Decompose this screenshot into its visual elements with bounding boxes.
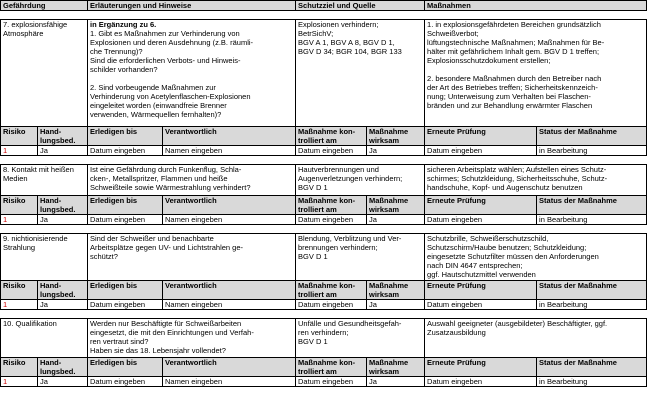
- sub-handlungsbed: Hand- lungsbed.: [38, 281, 88, 300]
- header-schutzziel: Schutzziel und Quelle: [296, 1, 425, 11]
- sub-header-row: [1, 127, 647, 146]
- sub-kontrolliert: Maßnahme kon- trolliert am: [296, 281, 367, 300]
- handlungsbed-value[interactable]: Ja: [38, 300, 88, 310]
- section-7-content: [1, 20, 647, 127]
- handlungsbed-value[interactable]: Ja: [38, 146, 88, 156]
- erledigen-bis-value[interactable]: Datum eingeben: [88, 146, 163, 156]
- erlaeuterungen-title: in Ergänzung zu 6.: [90, 20, 157, 29]
- header-massnahmen: Maßnahmen: [425, 1, 647, 11]
- verantwortlich-value[interactable]: Namen eingeben: [163, 146, 296, 156]
- sub-kontrolliert: Maßnahme kon- trolliert am: [296, 127, 367, 146]
- sub-verantwortlich: Verantwortlich: [163, 358, 296, 377]
- values-row: [1, 377, 647, 387]
- sub-status: Status der Maßnahme: [537, 127, 647, 146]
- sub-handlungsbed: Hand- lungsbed.: [38, 196, 88, 215]
- sub-erledigen-bis: Erledigen bis: [88, 358, 163, 377]
- wirksam-value[interactable]: Ja: [367, 215, 425, 225]
- risiko-value[interactable]: 1: [1, 215, 38, 225]
- sub-verantwortlich: Verantwortlich: [163, 127, 296, 146]
- sub-wirksam: Maßnahme wirksam: [367, 358, 425, 377]
- sub-header-row: [1, 358, 647, 377]
- sub-erledigen-bis: Erledigen bis: [88, 127, 163, 146]
- erlaeuterungen-cell: [88, 20, 296, 127]
- section-10-content: [1, 319, 647, 358]
- schutzziel-cell: Explosionen verhindern; BetrSichV; BGV A 1, BGV A 8, BGV D 1, BGV D 34; BGR 104, BGR 133: [296, 20, 425, 127]
- erlaeuterungen-cell: Sind der Schweißer und benachbarte Arbeitsplätze gegen UV- und Lichtstrahlen ge- schützt?: [88, 234, 296, 281]
- gefaehrdung-cell: 8. Kontakt mit heißen Medien: [1, 165, 88, 196]
- status-value[interactable]: in Bearbeitung: [537, 300, 647, 310]
- sub-header-row: [1, 281, 647, 300]
- kontrolliert-value[interactable]: Datum eingeben: [296, 215, 367, 225]
- kontrolliert-value[interactable]: Datum eingeben: [296, 377, 367, 387]
- values-row: [1, 215, 647, 225]
- erledigen-bis-value[interactable]: Datum eingeben: [88, 300, 163, 310]
- erneute-pruefung-value[interactable]: Datum eingeben: [425, 377, 537, 387]
- gefaehrdung-cell: 9. nichtionisierende Strahlung: [1, 234, 88, 281]
- sub-handlungsbed: Hand- lungsbed.: [38, 127, 88, 146]
- handlungsbed-value[interactable]: Ja: [38, 215, 88, 225]
- verantwortlich-value[interactable]: Namen eingeben: [163, 377, 296, 387]
- status-value[interactable]: in Bearbeitung: [537, 146, 647, 156]
- handlungsbed-value[interactable]: Ja: [38, 377, 88, 387]
- sub-wirksam: Maßnahme wirksam: [367, 281, 425, 300]
- sub-risiko: Risiko: [1, 127, 38, 146]
- sub-risiko: Risiko: [1, 196, 38, 215]
- gefaehrdung-cell: 7. explosionsfähige Atmosphäre: [1, 20, 88, 127]
- sub-erneute-pruefung: Erneute Prüfung: [425, 358, 537, 377]
- kontrolliert-value[interactable]: Datum eingeben: [296, 300, 367, 310]
- verantwortlich-value[interactable]: Namen eingeben: [163, 300, 296, 310]
- values-row: [1, 146, 647, 156]
- sub-verantwortlich: Verantwortlich: [163, 281, 296, 300]
- massnahmen-cell: 1. in explosionsgefährdeten Bereichen grundsätzlich Schweißverbot; lüftungstechnische Maßnahmen; Maßnahmen für Be- hälter mit gefährlichem Inhalt gem. BGV D 1 treffen; Explosionsschutzdokument erstellen; 2. besondere Maßnahmen durch den Betreiber nach der Art des Betriebes treffen; Sicherheitskennzeich- nung; Unterweisung zum Verhalten bei Flaschen- bränden und zur Behandlung erwärmter Flaschen: [425, 20, 647, 127]
- sub-status: Status der Maßnahme: [537, 281, 647, 300]
- erlaeuterungen-cell: Ist eine Gefährdung durch Funkenflug, Schla- cken-, Metallspritzer, Flammen und heiße Schweißteile sowie Wärmestrahlung verhindert?: [88, 165, 296, 196]
- sub-erneute-pruefung: Erneute Prüfung: [425, 281, 537, 300]
- table-header-row: [1, 1, 647, 11]
- massnahmen-cell: Schutzbrille, Schweißerschutzschild, Schutzschirm/Haube benutzen; Schutzkleidung; eingesetzte Schutzfilter müssen den Anforderungen nach DIN 4647 entsprechen; ggf. Hautschutzmittel verwenden: [425, 234, 647, 281]
- section-9-content: [1, 234, 647, 281]
- status-value[interactable]: in Bearbeitung: [537, 377, 647, 387]
- verantwortlich-value[interactable]: Namen eingeben: [163, 215, 296, 225]
- sub-kontrolliert: Maßnahme kon- trolliert am: [296, 358, 367, 377]
- sub-erneute-pruefung: Erneute Prüfung: [425, 196, 537, 215]
- wirksam-value[interactable]: Ja: [367, 146, 425, 156]
- section-spacer: [1, 11, 647, 20]
- erlaeuterungen-cell: Werden nur Beschäftigte für Schweißarbeiten eingesetzt, die mit den Einrichtungen und Verfah- ren vertraut sind? Haben sie das 18. Lebensjahr vollendet?: [88, 319, 296, 358]
- sub-wirksam: Maßnahme wirksam: [367, 127, 425, 146]
- risiko-value[interactable]: 1: [1, 377, 38, 387]
- section-spacer: [1, 310, 647, 319]
- erneute-pruefung-value[interactable]: Datum eingeben: [425, 146, 537, 156]
- schutzziel-cell: Unfälle und Gesundheitsgefah- ren verhindern; BGV D 1: [296, 319, 425, 358]
- schutzziel-cell: Hautverbrennungen und Augenverletzungen verhindern; BGV D 1: [296, 165, 425, 196]
- section-8-content: [1, 165, 647, 196]
- header-gefaehrdung: Gefährdung: [1, 1, 88, 11]
- sub-status: Status der Maßnahme: [537, 196, 647, 215]
- sub-kontrolliert: Maßnahme kon- trolliert am: [296, 196, 367, 215]
- gefaehrdung-cell: 10. Qualifikation: [1, 319, 88, 358]
- sub-verantwortlich: Verantwortlich: [163, 196, 296, 215]
- sub-status: Status der Maßnahme: [537, 358, 647, 377]
- sub-erledigen-bis: Erledigen bis: [88, 281, 163, 300]
- wirksam-value[interactable]: Ja: [367, 300, 425, 310]
- status-value[interactable]: in Bearbeitung: [537, 215, 647, 225]
- erledigen-bis-value[interactable]: Datum eingeben: [88, 215, 163, 225]
- sub-erneute-pruefung: Erneute Prüfung: [425, 127, 537, 146]
- sub-risiko: Risiko: [1, 281, 38, 300]
- risiko-value[interactable]: 1: [1, 300, 38, 310]
- massnahmen-cell: Auswahl geeigneter (ausgebildeter) Beschäftigter, ggf. Zusatzausbildung: [425, 319, 647, 358]
- erneute-pruefung-value[interactable]: Datum eingeben: [425, 215, 537, 225]
- header-erlaeuterungen: Erläuterungen und Hinweise: [88, 1, 296, 11]
- sub-wirksam: Maßnahme wirksam: [367, 196, 425, 215]
- sub-header-row: [1, 196, 647, 215]
- massnahmen-cell: sicheren Arbeitsplatz wählen; Aufstellen eines Schutz- schirmes; Schutzkleidung, Sicherheitsschuhe, Schutz- handschuhe, Kopf- und Augenschutz benutzen: [425, 165, 647, 196]
- wirksam-value[interactable]: Ja: [367, 377, 425, 387]
- sub-risiko: Risiko: [1, 358, 38, 377]
- section-spacer: [1, 225, 647, 234]
- risiko-value[interactable]: 1: [1, 146, 38, 156]
- erneute-pruefung-value[interactable]: Datum eingeben: [425, 300, 537, 310]
- sub-handlungsbed: Hand- lungsbed.: [38, 358, 88, 377]
- sub-erledigen-bis: Erledigen bis: [88, 196, 163, 215]
- kontrolliert-value[interactable]: Datum eingeben: [296, 146, 367, 156]
- section-spacer: [1, 156, 647, 165]
- values-row: [1, 300, 647, 310]
- erlaeuterungen-text: 1. Gibt es Maßnahmen zur Verhinderung von Explosionen und deren Ausdehnung (z.B. räumli- che Trennung)? Sind die erforderlichen Verbots- und Hinweis- schilder vorhanden? 2. Sind vorbeugende Maßnahmen zur Verhinderung von Acetylenflaschen-Explosionen eingeleitet worden (einwandfreie Brenner verwenden, Wärmequellen fernhalten)?: [90, 29, 254, 119]
- schutzziel-cell: Blendung, Verblitzung und Ver- brennungen verhindern; BGV D 1: [296, 234, 425, 281]
- erledigen-bis-value[interactable]: Datum eingeben: [88, 377, 163, 387]
